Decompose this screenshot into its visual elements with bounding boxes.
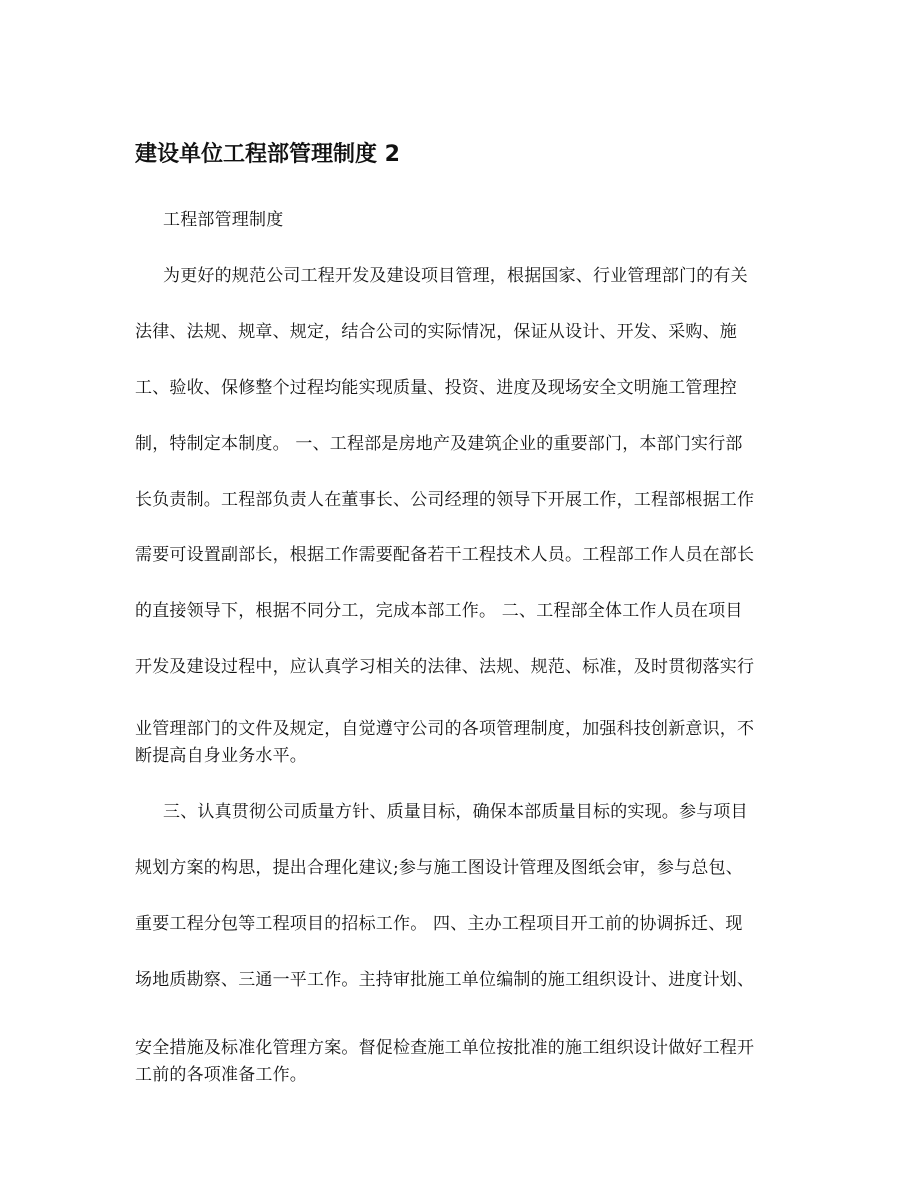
document-title: 建设单位工程部管理制度 2 <box>135 142 400 167</box>
paragraph-line: 法律、法规、规章、规定，结合公司的实际情况，保证从设计、开发、采购、施 <box>135 322 737 342</box>
paragraph-line: 断提高自身业务水平。 <box>135 746 307 766</box>
paragraph-line: 三、认真贯彻公司质量方针、质量目标，确保本部质量目标的实现。参与项目 <box>163 802 748 822</box>
paragraph-line: 场地质勘察、三通一平工作。主持审批施工单位编制的施工组织设计、进度计划、 <box>135 970 755 990</box>
paragraph-line: 重要工程分包等工程项目的招标工作。 四、主办工程项目开工前的协调拆迁、现 <box>135 914 743 934</box>
paragraph-line: 安全措施及标准化管理方案。督促检查施工单位按批准的施工组织设计做好工程开 <box>135 1038 755 1058</box>
paragraph-line: 规划方案的构思，提出合理化建议;参与施工图设计管理及图纸会审，参与总包、 <box>135 858 743 878</box>
paragraph-line: 制，特制定本制度。 一、工程部是房地产及建筑企业的重要部门，本部门实行部 <box>135 434 743 454</box>
paragraph-line: 为更好的规范公司工程开发及建设项目管理，根据国家、行业管理部门的有关 <box>163 266 748 286</box>
paragraph-line: 工、验收、保修整个过程均能实现质量、投资、进度及现场安全文明施工管理控 <box>135 378 737 398</box>
paragraph-line: 的直接领导下，根据不同分工，完成本部工作。 二、工程部全体工作人员在项目 <box>135 601 743 621</box>
paragraph-line: 需要可设置副部长，根据工作需要配备若干工程技术人员。工程部工作人员在部长 <box>135 545 755 565</box>
section-subtitle: 工程部管理制度 <box>163 210 284 230</box>
paragraph-line: 工前的各项准备工作。 <box>135 1065 307 1085</box>
paragraph-line: 长负责制。工程部负责人在董事长、公司经理的领导下开展工作，工程部根据工作 <box>135 490 755 510</box>
paragraph-line: 业管理部门的文件及规定，自觉遵守公司的各项管理制度，加强科技创新意识，不 <box>135 719 755 739</box>
paragraph-line: 开发及建设过程中，应认真学习相关的法律、法规、规范、标准，及时贯彻落实行 <box>135 657 755 677</box>
